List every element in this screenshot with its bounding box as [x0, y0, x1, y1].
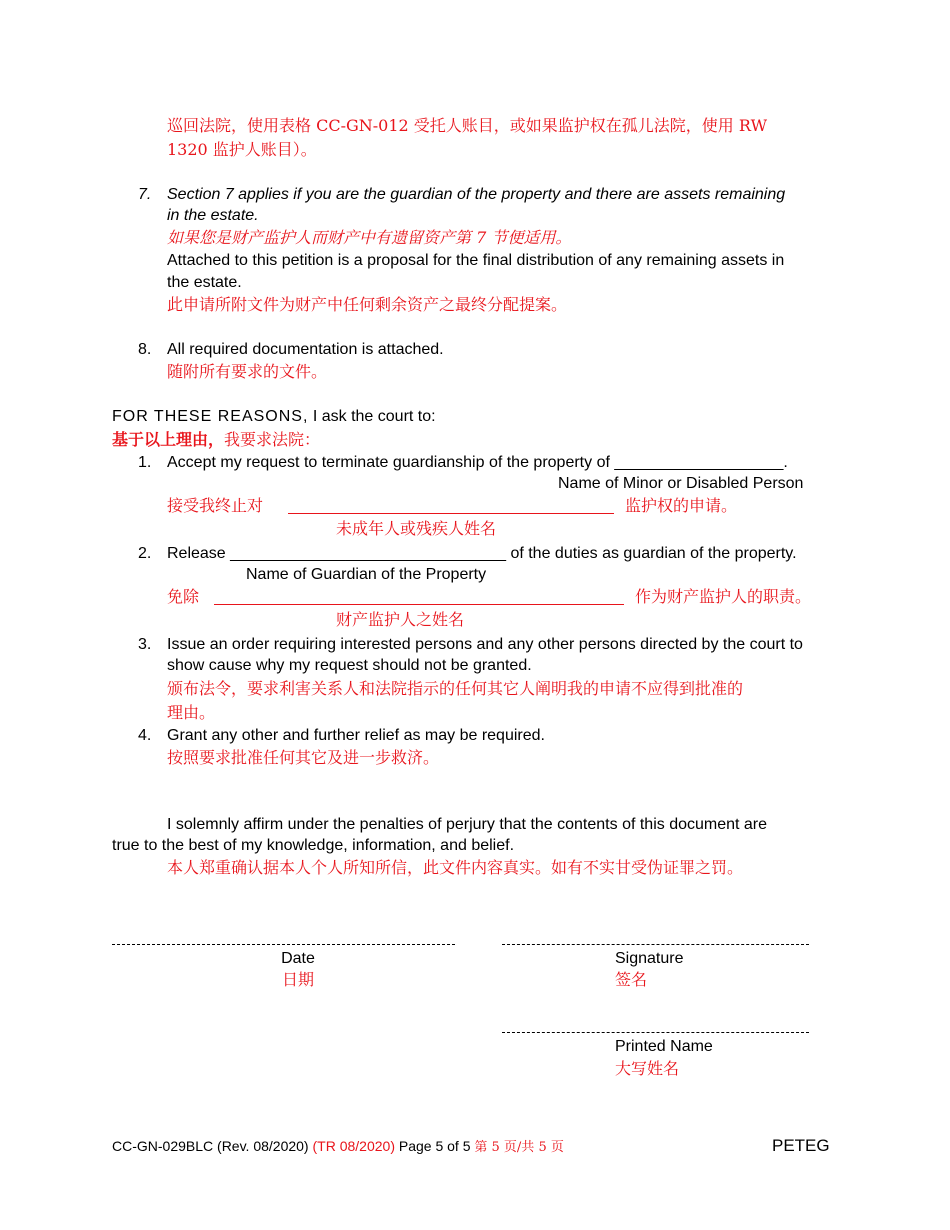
request-1-number: 1.: [138, 454, 152, 471]
affirmation-zh: 本人郑重确认据本人个人所知所信，此文件内容真实。如有不实甘受伪证罪之罚。: [167, 858, 744, 877]
printed-name-line[interactable]: [502, 1032, 809, 1033]
request-1-en-caption: Name of Minor or Disabled Person: [558, 475, 804, 492]
request-3-number: 3.: [138, 636, 152, 653]
printed-name-label-en: Printed Name: [615, 1038, 713, 1055]
request-1-zh-post: 监护权的申请。: [625, 496, 738, 515]
reasons-heading-zh-rest: 我要求法院：: [224, 430, 321, 449]
request-4-zh: 按照要求批准任何其它及进一步救济。: [167, 748, 440, 767]
item-7-number: 7.: [138, 186, 152, 203]
reasons-heading-zh-bold: 基于以上理由，: [112, 430, 225, 449]
printed-name-label-zh: 大写姓名: [615, 1059, 680, 1078]
request-1-zh-blank-line: [288, 513, 614, 514]
footer-tr: (TR 08/2020): [312, 1138, 395, 1154]
item-7-body-en-1: Attached to this petition is a proposal for the final distribution of any remaining assets in: [167, 252, 785, 269]
request-3-en-2: show cause why my request should not be granted.: [167, 657, 532, 674]
signature-label-zh: 签名: [615, 970, 648, 989]
affirmation-en-2: true to the best of my knowledge, information, and belief.: [112, 837, 515, 854]
reasons-heading-en: [112, 406, 436, 427]
request-2-zh-post: 作为财产监护人的职责。: [635, 587, 812, 606]
request-3-en-1: Issue an order requiring interested persons and any other persons directed by the court to: [167, 636, 803, 653]
continued-text-line-1: 巡回法院，使用表格 CC-GN-012 受托人账目，或如果监护权在孤儿法院，使用 RW: [167, 116, 768, 135]
signature-label-en: Signature: [615, 950, 684, 967]
footer-page-zh: 第 5 页/共 5 页: [474, 1140, 564, 1155]
affirmation-en-1: I solemnly affirm under the penalties of perjury that the contents of this document are: [167, 816, 768, 833]
request-2-zh-blank-line: [214, 604, 624, 605]
date-label-zh: 日期: [281, 970, 314, 989]
item-8-body-en: All required documentation is attached.: [167, 341, 444, 358]
footer-left: [112, 1136, 564, 1158]
request-1-zh-pre: 接受我终止对: [167, 496, 264, 515]
signature-line[interactable]: [502, 944, 809, 945]
reasons-heading-caps: FOR THESE REASONS,: [112, 408, 309, 425]
date-label-en: Date: [281, 950, 315, 967]
date-line[interactable]: [112, 944, 455, 945]
request-4-en: Grant any other and further relief as may be required.: [167, 727, 545, 744]
footer-page-en: Page 5 of 5: [398, 1138, 471, 1154]
request-2-zh-caption: 财产监护人之姓名: [336, 610, 465, 629]
request-4-number: 4.: [138, 727, 152, 744]
request-1-en: Accept my request to terminate guardianship of the property of ___________________.: [167, 454, 788, 471]
request-2-number: 2.: [138, 545, 152, 562]
continued-text-line-2: 1320 监护人账目）。: [167, 140, 317, 159]
request-2-zh-pre: 免除: [167, 587, 200, 606]
item-8-body-zh: 随附所有要求的文件。: [167, 362, 328, 381]
request-1-zh-caption: 未成年人或残疾人姓名: [336, 519, 497, 538]
footer-code: PETEG: [772, 1136, 830, 1155]
request-2-en: Release _______________________________ of the duties as guardian of the property.: [167, 545, 797, 562]
reasons-heading-rest: I ask the court to:: [308, 408, 436, 425]
item-7-heading-zh: 如果您是财产监护人而财产中有遗留资产第 7 节便适用。: [167, 228, 572, 247]
reasons-heading-zh: [112, 429, 320, 450]
request-3-zh-1: 颁布法令，要求利害关系人和法院指示的任何其它人阐明我的申请不应得到批准的: [167, 679, 744, 698]
request-2-en-caption: Name of Guardian of the Property: [246, 566, 487, 583]
item-7-heading-en-2: in the estate.: [167, 207, 259, 224]
item-7-body-en-2: the estate.: [167, 274, 242, 291]
item-7-heading-en-1: Section 7 applies if you are the guardian of the property and there are assets remaining: [167, 186, 786, 203]
footer-form-id: CC-GN-029BLC (Rev. 08/2020): [112, 1138, 309, 1154]
request-3-zh-2: 理由。: [167, 703, 216, 722]
item-7-body-zh: 此申请所附文件为财产中任何剩余资产之最终分配提案。: [167, 295, 568, 314]
item-8-number: 8.: [138, 341, 152, 358]
